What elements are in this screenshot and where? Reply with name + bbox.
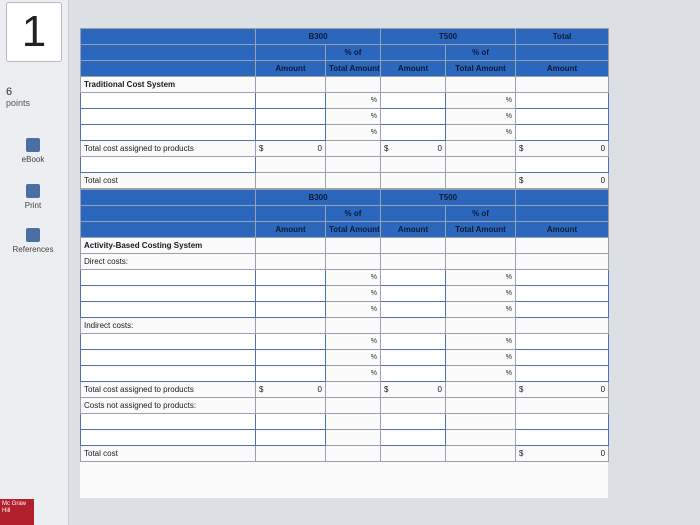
- print-label: Print: [24, 201, 42, 210]
- amount-input[interactable]: [516, 109, 609, 125]
- pct-of-header: % of: [326, 45, 381, 61]
- traditional-title: Traditional Cost System: [81, 77, 256, 93]
- pct-of-header: % of: [446, 206, 516, 222]
- references-label: References: [12, 245, 54, 254]
- amount-input[interactable]: [516, 286, 609, 302]
- amount-input[interactable]: [516, 125, 609, 141]
- amount-input[interactable]: [256, 350, 326, 366]
- abc-table: [80, 189, 609, 462]
- abc-total-cost-label: Total cost: [81, 446, 256, 462]
- amount-input[interactable]: [256, 125, 326, 141]
- total-assigned-label: Total cost assigned to products: [81, 141, 256, 157]
- amount-header: Amount: [256, 222, 326, 238]
- cost-label-input[interactable]: [81, 350, 256, 366]
- amount-input[interactable]: [381, 366, 446, 382]
- abc-t500-header: T500: [381, 190, 516, 206]
- currency-sign: $: [519, 385, 524, 394]
- cost-label-input[interactable]: [81, 414, 256, 430]
- total-b300-value: 0: [317, 144, 322, 153]
- amount-input[interactable]: [256, 286, 326, 302]
- b300-header: B300: [256, 29, 381, 45]
- percent-sign: %: [505, 129, 513, 136]
- percent-sign: %: [505, 338, 513, 345]
- currency-sign: $: [519, 144, 524, 153]
- amount-input[interactable]: [256, 109, 326, 125]
- amount-input[interactable]: [381, 125, 446, 141]
- cost-label-input[interactable]: [81, 93, 256, 109]
- total-header: Total: [516, 29, 609, 45]
- cost-label-input[interactable]: [81, 302, 256, 318]
- percent-sign: %: [370, 97, 377, 104]
- abc-total-t500-value: 0: [437, 385, 442, 394]
- percent-sign: %: [370, 129, 377, 136]
- currency-sign: $: [519, 176, 524, 185]
- pct-of-header: % of: [326, 206, 381, 222]
- currency-sign: $: [384, 385, 389, 394]
- references-icon: [26, 228, 40, 242]
- abc-total-cost-value: 0: [600, 449, 606, 458]
- total-cost-value: 0: [600, 176, 606, 185]
- amount-input[interactable]: [381, 350, 446, 366]
- amount-input[interactable]: [381, 334, 446, 350]
- amount-input[interactable]: [381, 270, 446, 286]
- cost-label-input[interactable]: [81, 366, 256, 382]
- abc-total-all-value: 0: [600, 385, 606, 394]
- ebook-icon: [26, 138, 40, 152]
- percent-sign: %: [505, 354, 513, 361]
- amount-input[interactable]: [516, 157, 609, 173]
- points-value: 6: [6, 86, 13, 98]
- currency-sign: $: [259, 144, 264, 153]
- abc-title: Activity-Based Costing System: [81, 238, 256, 254]
- references-button[interactable]: [4, 222, 62, 278]
- total-amount-header: Total Amount: [446, 222, 516, 238]
- cost-label-input[interactable]: [81, 125, 256, 141]
- total-all-value: 0: [600, 144, 606, 153]
- percent-sign: %: [505, 370, 513, 377]
- amount-input[interactable]: [381, 93, 446, 109]
- amount-header: Amount: [381, 222, 446, 238]
- percent-sign: %: [505, 274, 513, 281]
- indirect-costs-label: Indirect costs:: [81, 318, 256, 334]
- points-label: points: [6, 98, 31, 108]
- question-number: 1: [6, 2, 62, 62]
- t500-header: T500: [381, 29, 516, 45]
- amount-input[interactable]: [256, 366, 326, 382]
- amount-input[interactable]: [256, 302, 326, 318]
- direct-costs-label: Direct costs:: [81, 254, 256, 270]
- percent-sign: %: [370, 274, 377, 281]
- traditional-table: [80, 28, 609, 189]
- currency-sign: $: [259, 385, 264, 394]
- amount-input[interactable]: [381, 430, 446, 446]
- cost-label-input[interactable]: [81, 270, 256, 286]
- mcgraw-hill-logo: Mc Graw Hill: [0, 499, 34, 525]
- pct-of-header: % of: [446, 45, 516, 61]
- percent-sign: %: [505, 306, 513, 313]
- percent-sign: %: [370, 306, 377, 313]
- amount-input[interactable]: [516, 93, 609, 109]
- worksheet: [80, 28, 608, 498]
- currency-sign: $: [384, 144, 389, 153]
- percent-sign: %: [370, 113, 377, 120]
- percent-sign: %: [370, 290, 377, 297]
- cost-label-input[interactable]: [81, 334, 256, 350]
- total-amount-header: Total Amount: [326, 222, 381, 238]
- abc-b300-header: B300: [256, 190, 381, 206]
- amount-header: Amount: [516, 61, 609, 77]
- percent-sign: %: [370, 370, 377, 377]
- amount-input[interactable]: [256, 334, 326, 350]
- amount-input[interactable]: [256, 270, 326, 286]
- amount-input[interactable]: [516, 334, 609, 350]
- currency-sign: $: [519, 449, 524, 458]
- cost-label-input[interactable]: [81, 430, 256, 446]
- percent-sign: %: [370, 354, 377, 361]
- percent-sign: %: [370, 338, 377, 345]
- amount-input[interactable]: [516, 414, 609, 430]
- abc-total-assigned-label: Total cost assigned to products: [81, 382, 256, 398]
- percent-sign: %: [505, 113, 513, 120]
- amount-input[interactable]: [256, 93, 326, 109]
- amount-header: Amount: [516, 222, 609, 238]
- total-t500-value: 0: [437, 144, 442, 153]
- total-amount-header: Total Amount: [446, 61, 516, 77]
- cost-label-input[interactable]: [81, 109, 256, 125]
- amount-input[interactable]: [256, 430, 326, 446]
- amount-input[interactable]: [516, 430, 609, 446]
- amount-input[interactable]: [381, 286, 446, 302]
- not-assigned-label: Costs not assigned to products:: [81, 398, 256, 414]
- amount-input[interactable]: [516, 350, 609, 366]
- total-cost-label: Total cost: [81, 173, 256, 189]
- amount-input[interactable]: [516, 270, 609, 286]
- total-amount-header: Total Amount: [326, 61, 381, 77]
- amount-input[interactable]: [256, 414, 326, 430]
- amount-header: Amount: [256, 61, 326, 77]
- amount-input[interactable]: [381, 302, 446, 318]
- cost-label-input[interactable]: [81, 286, 256, 302]
- amount-input[interactable]: [381, 109, 446, 125]
- ebook-label: eBook: [21, 155, 45, 164]
- print-icon: [26, 184, 40, 198]
- amount-input[interactable]: [381, 414, 446, 430]
- percent-sign: %: [505, 290, 513, 297]
- amount-input[interactable]: [516, 302, 609, 318]
- amount-input[interactable]: [516, 366, 609, 382]
- amount-header: Amount: [381, 61, 446, 77]
- cost-label-input[interactable]: [81, 157, 256, 173]
- abc-total-b300-value: 0: [317, 385, 322, 394]
- percent-sign: %: [505, 97, 513, 104]
- sidebar: [0, 0, 69, 525]
